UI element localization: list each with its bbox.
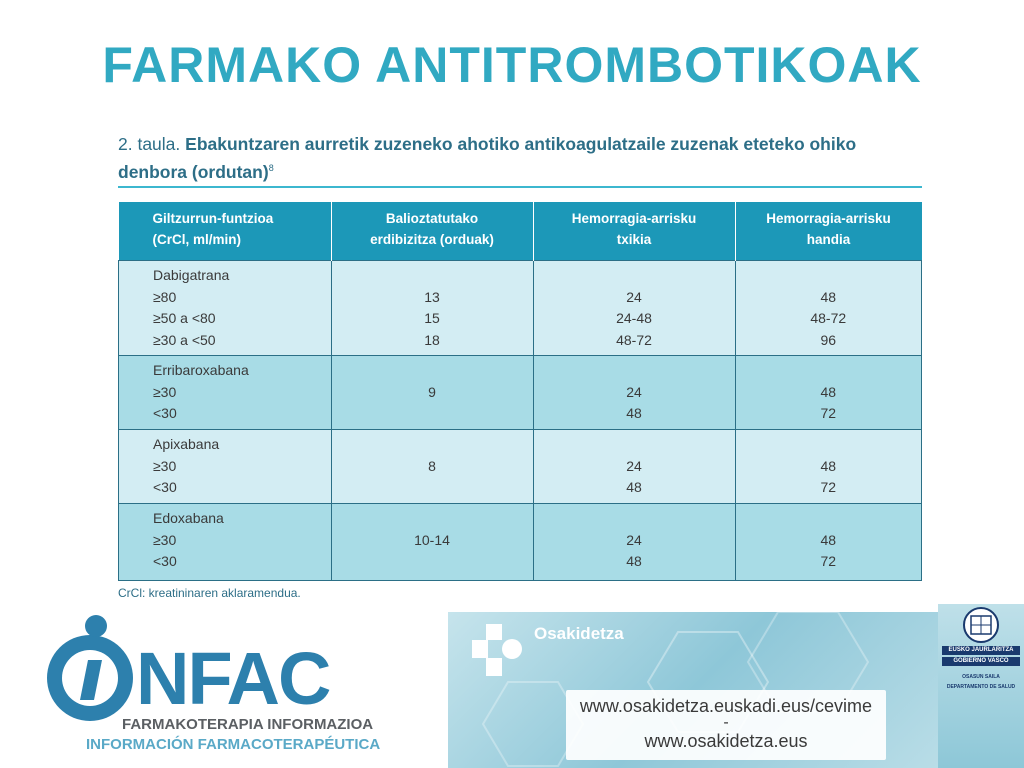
crcl-value: ≥30 a <50	[153, 331, 216, 348]
high-risk-value: 72	[820, 553, 837, 569]
low-risk-value: 48	[626, 405, 642, 421]
slide-title: FARMAKO ANTITROMBOTIKOAK	[102, 37, 922, 93]
halflife-value: 15	[424, 310, 440, 326]
halflife-value: 10-14	[414, 531, 450, 548]
cell-low-risk	[533, 261, 735, 356]
header-crcl-line1: Giltzurrun-funtzioa	[152, 210, 274, 226]
high-risk-value: 72	[820, 405, 837, 421]
infac-logo	[40, 612, 400, 762]
high-risk-value: 96	[820, 331, 837, 348]
crcl-value: <30	[153, 405, 177, 421]
header-halflife	[331, 202, 533, 261]
url-separator: -	[723, 714, 729, 731]
cell-high-risk	[735, 504, 922, 581]
drug-name: Dabigatrana	[153, 267, 230, 283]
high-risk-value: 48	[820, 531, 837, 548]
crcl-value: ≥30	[153, 383, 177, 400]
osakidetza-cross-icon	[468, 622, 528, 682]
halflife-value: 13	[424, 288, 440, 305]
crcl-value: ≥50 a <80	[153, 310, 216, 326]
header-low-risk	[533, 202, 735, 261]
table-caption	[118, 132, 928, 184]
drug-name: Apixabana	[153, 436, 220, 452]
cell-high-risk	[735, 261, 922, 356]
header-halflife-line2: erdibizitza (orduak)	[370, 232, 494, 247]
caption-divider	[118, 186, 922, 188]
antithrombotic-table	[118, 202, 922, 581]
header-crcl-line2: (CrCl, ml/min)	[152, 232, 242, 247]
cell-halflife	[331, 430, 533, 504]
caption-reference: 8	[268, 163, 274, 173]
url-box	[566, 690, 886, 760]
cell-low-risk	[533, 504, 735, 581]
drug-name: Edoxabana	[153, 510, 224, 526]
cell-halflife	[331, 504, 533, 581]
osakidetza-banner	[448, 612, 938, 768]
cell-crcl	[119, 430, 332, 504]
osakidetza-url[interactable]: www.osakidetza.eus	[644, 731, 808, 751]
infac-i-icon	[40, 612, 140, 722]
halflife-value: 18	[424, 331, 440, 348]
high-risk-value: 48	[820, 383, 837, 400]
cell-crcl	[119, 261, 332, 356]
table-row-dabigatrana	[119, 261, 922, 356]
table-footnote: CrCl: kreatininaren aklaramendua.	[118, 586, 301, 600]
table-row-edoxabana	[119, 504, 922, 581]
header-low-risk-line1: Hemorragia-arrisku	[571, 210, 697, 226]
crcl-value: ≥80	[153, 288, 177, 305]
gov-dept-eu: OSASUN SAILA	[962, 674, 1000, 680]
osakidetza-name: Osakidetza	[534, 624, 624, 643]
low-risk-value: 24	[626, 383, 642, 400]
infac-subtitle-es: INFORMACIÓN FARMACOTERAPÉUTICA	[86, 736, 381, 753]
cell-high-risk	[735, 356, 922, 430]
table-header-row	[119, 202, 922, 261]
gov-name-eu: EUSKO JAURLARITZA	[942, 646, 1020, 655]
low-risk-value: 24	[626, 288, 642, 305]
gov-dept-es: DEPARTAMENTO DE SALUD	[946, 684, 1016, 690]
infac-subtitle-eu: FARMAKOTERAPIA INFORMAZIOA	[122, 716, 374, 733]
low-risk-value: 24	[626, 457, 642, 474]
crcl-value: ≥30	[153, 531, 177, 548]
gov-name-es: GOBIERNO VASCO	[942, 657, 1020, 666]
header-low-risk-line2: txikia	[616, 232, 652, 247]
crcl-value: ≥30	[153, 457, 177, 474]
header-high-risk-line1: Hemorragia-arrisku	[766, 210, 891, 226]
cell-low-risk	[533, 356, 735, 430]
cell-halflife	[331, 356, 533, 430]
high-risk-value: 48-72	[810, 310, 847, 326]
crcl-value: <30	[153, 479, 177, 495]
low-risk-value: 48	[626, 479, 642, 495]
header-high-risk	[735, 202, 922, 261]
header-crcl	[119, 202, 332, 261]
high-risk-value: 72	[820, 479, 837, 495]
coat-of-arms-icon	[961, 606, 1001, 644]
halflife-value: 9	[428, 383, 436, 400]
header-high-risk-line2: handia	[806, 232, 851, 247]
caption-label: 2. taula.	[118, 134, 181, 154]
table-row-erribaroxabana	[119, 356, 922, 430]
high-risk-value: 48	[820, 288, 837, 305]
high-risk-value: 48	[820, 457, 837, 474]
crcl-value: <30	[153, 553, 177, 569]
low-risk-value: 24	[626, 531, 642, 548]
cevime-url[interactable]: www.osakidetza.euskadi.eus/cevime	[579, 696, 873, 716]
low-risk-value: 24-48	[616, 310, 652, 326]
caption-text: Ebakuntzaren aurretik zuzeneko ahotiko antikoagulatzaile zuzenak eteteko ohiko denbora (ordutan)	[118, 134, 857, 182]
cell-crcl	[119, 356, 332, 430]
drug-name: Erribaroxabana	[153, 362, 249, 378]
cell-high-risk	[735, 430, 922, 504]
halflife-value: 8	[428, 457, 436, 474]
cell-halflife	[331, 261, 533, 356]
infac-wordmark: NFAC	[136, 637, 330, 720]
low-risk-value: 48-72	[616, 331, 652, 348]
low-risk-value: 48	[626, 553, 642, 569]
header-halflife-line1: Balioztatutako	[385, 210, 479, 226]
table-row-apixabana	[119, 430, 922, 504]
cell-crcl	[119, 504, 332, 581]
cell-low-risk	[533, 430, 735, 504]
basque-government-logo	[938, 604, 1024, 768]
